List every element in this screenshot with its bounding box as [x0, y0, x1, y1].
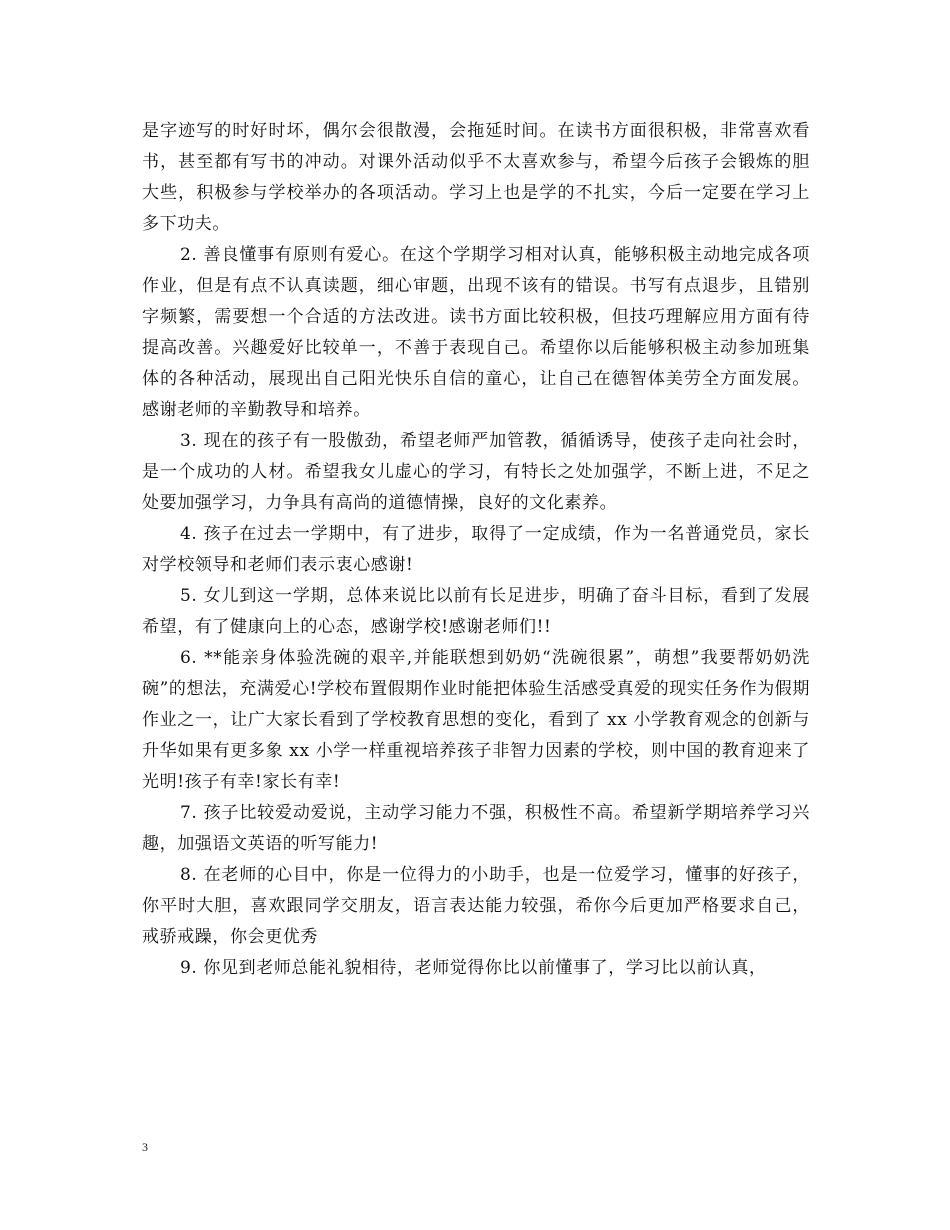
paragraph-4: 4. 孩子在过去一学期中，有了进步，取得了一定成绩，作为一名普通党员，家长对学校领导和老师们表示衷心感谢! [142, 524, 810, 575]
paragraph-9: 9. 你见到老师总能礼貌相待，老师觉得你比以前懂事了，学习比以前认真， [180, 958, 767, 978]
paragraph-2: 2. 善良懂事有原则有爱心。在这个学期学习相对认真，能够积极主动地完成各项作业，但是有点不认真读题，细心审题，出现不该有的错误。书写有点退步，且错别字频繁，需要想一个合适的方法改进。读书方面比较积极，但技巧理解应用方面有待提高改善。兴趣爱好比较单一，不善于表现自己。希望你以后能够积极主动参加班集体的各种活动，展现出自己阳光快乐自信的童心，让自己在德智体美劳全方面发展。感谢老师的辛勤教导和培养。 [142, 245, 810, 420]
paragraph-3: 3. 现在的孩子有一股傲劲，希望老师严加管教，循循诱导，使孩子走向社会时，是一个成功的人材。希望我女儿虚心的学习，有特长之处加强学，不断上进，不足之处要加强学习，力争具有高尚的道德情操，良好的文化素养。 [142, 431, 810, 513]
paragraph-6: 6. **能亲身体验洗碗的艰辛,并能联想到奶奶“洗碗很累”，萌想”我要帮奶奶洗碗”的想法，充满爱心!学校布置假期作业时能把体验生活感受真爱的现实任务作为假期作业之一，让广大家长看到了学校教育思想的变化，看到了 xx 小学教育观念的创新与升华如果有更多象 xx 小学一样重视培养孩子非智力因素的学校，则中国的教育迎来了光明!孩子有幸!家长有幸! [142, 648, 810, 792]
paragraph-5: 5. 女儿到这一学期，总体来说比以前有长足进步，明确了奋斗目标，看到了发展希望，有了健康向上的心态，感谢学校!感谢老师们!! [142, 586, 810, 637]
paragraph-7: 7. 孩子比较爱动爱说，主动学习能力不强，积极性不高。希望新学期培养学习兴趣，加强语文英语的听写能力! [142, 803, 810, 854]
page-number: 3 [142, 1140, 148, 1154]
paragraph-continued: 是字迹写的时好时坏，偶尔会很散漫，会拖延时间。在读书方面很积极，非常喜欢看书，甚至都有写书的冲动。对课外活动似乎不太喜欢参与，希望今后孩子会锻炼的胆大些，积极参与学校举办的各项活动。学习上也是学的不扎实，今后一定要在学习上多下功夫。 [142, 121, 810, 234]
document-body [142, 116, 810, 984]
paragraph-8: 8. 在老师的心目中，你是一位得力的小助手，也是一位爱学习，懂事的好孩子，你平时大胆，喜欢跟同学交朋友，语言表达能力较强，希你今后更加严格要求自己，戒骄戒躁，你会更优秀 [142, 865, 810, 947]
